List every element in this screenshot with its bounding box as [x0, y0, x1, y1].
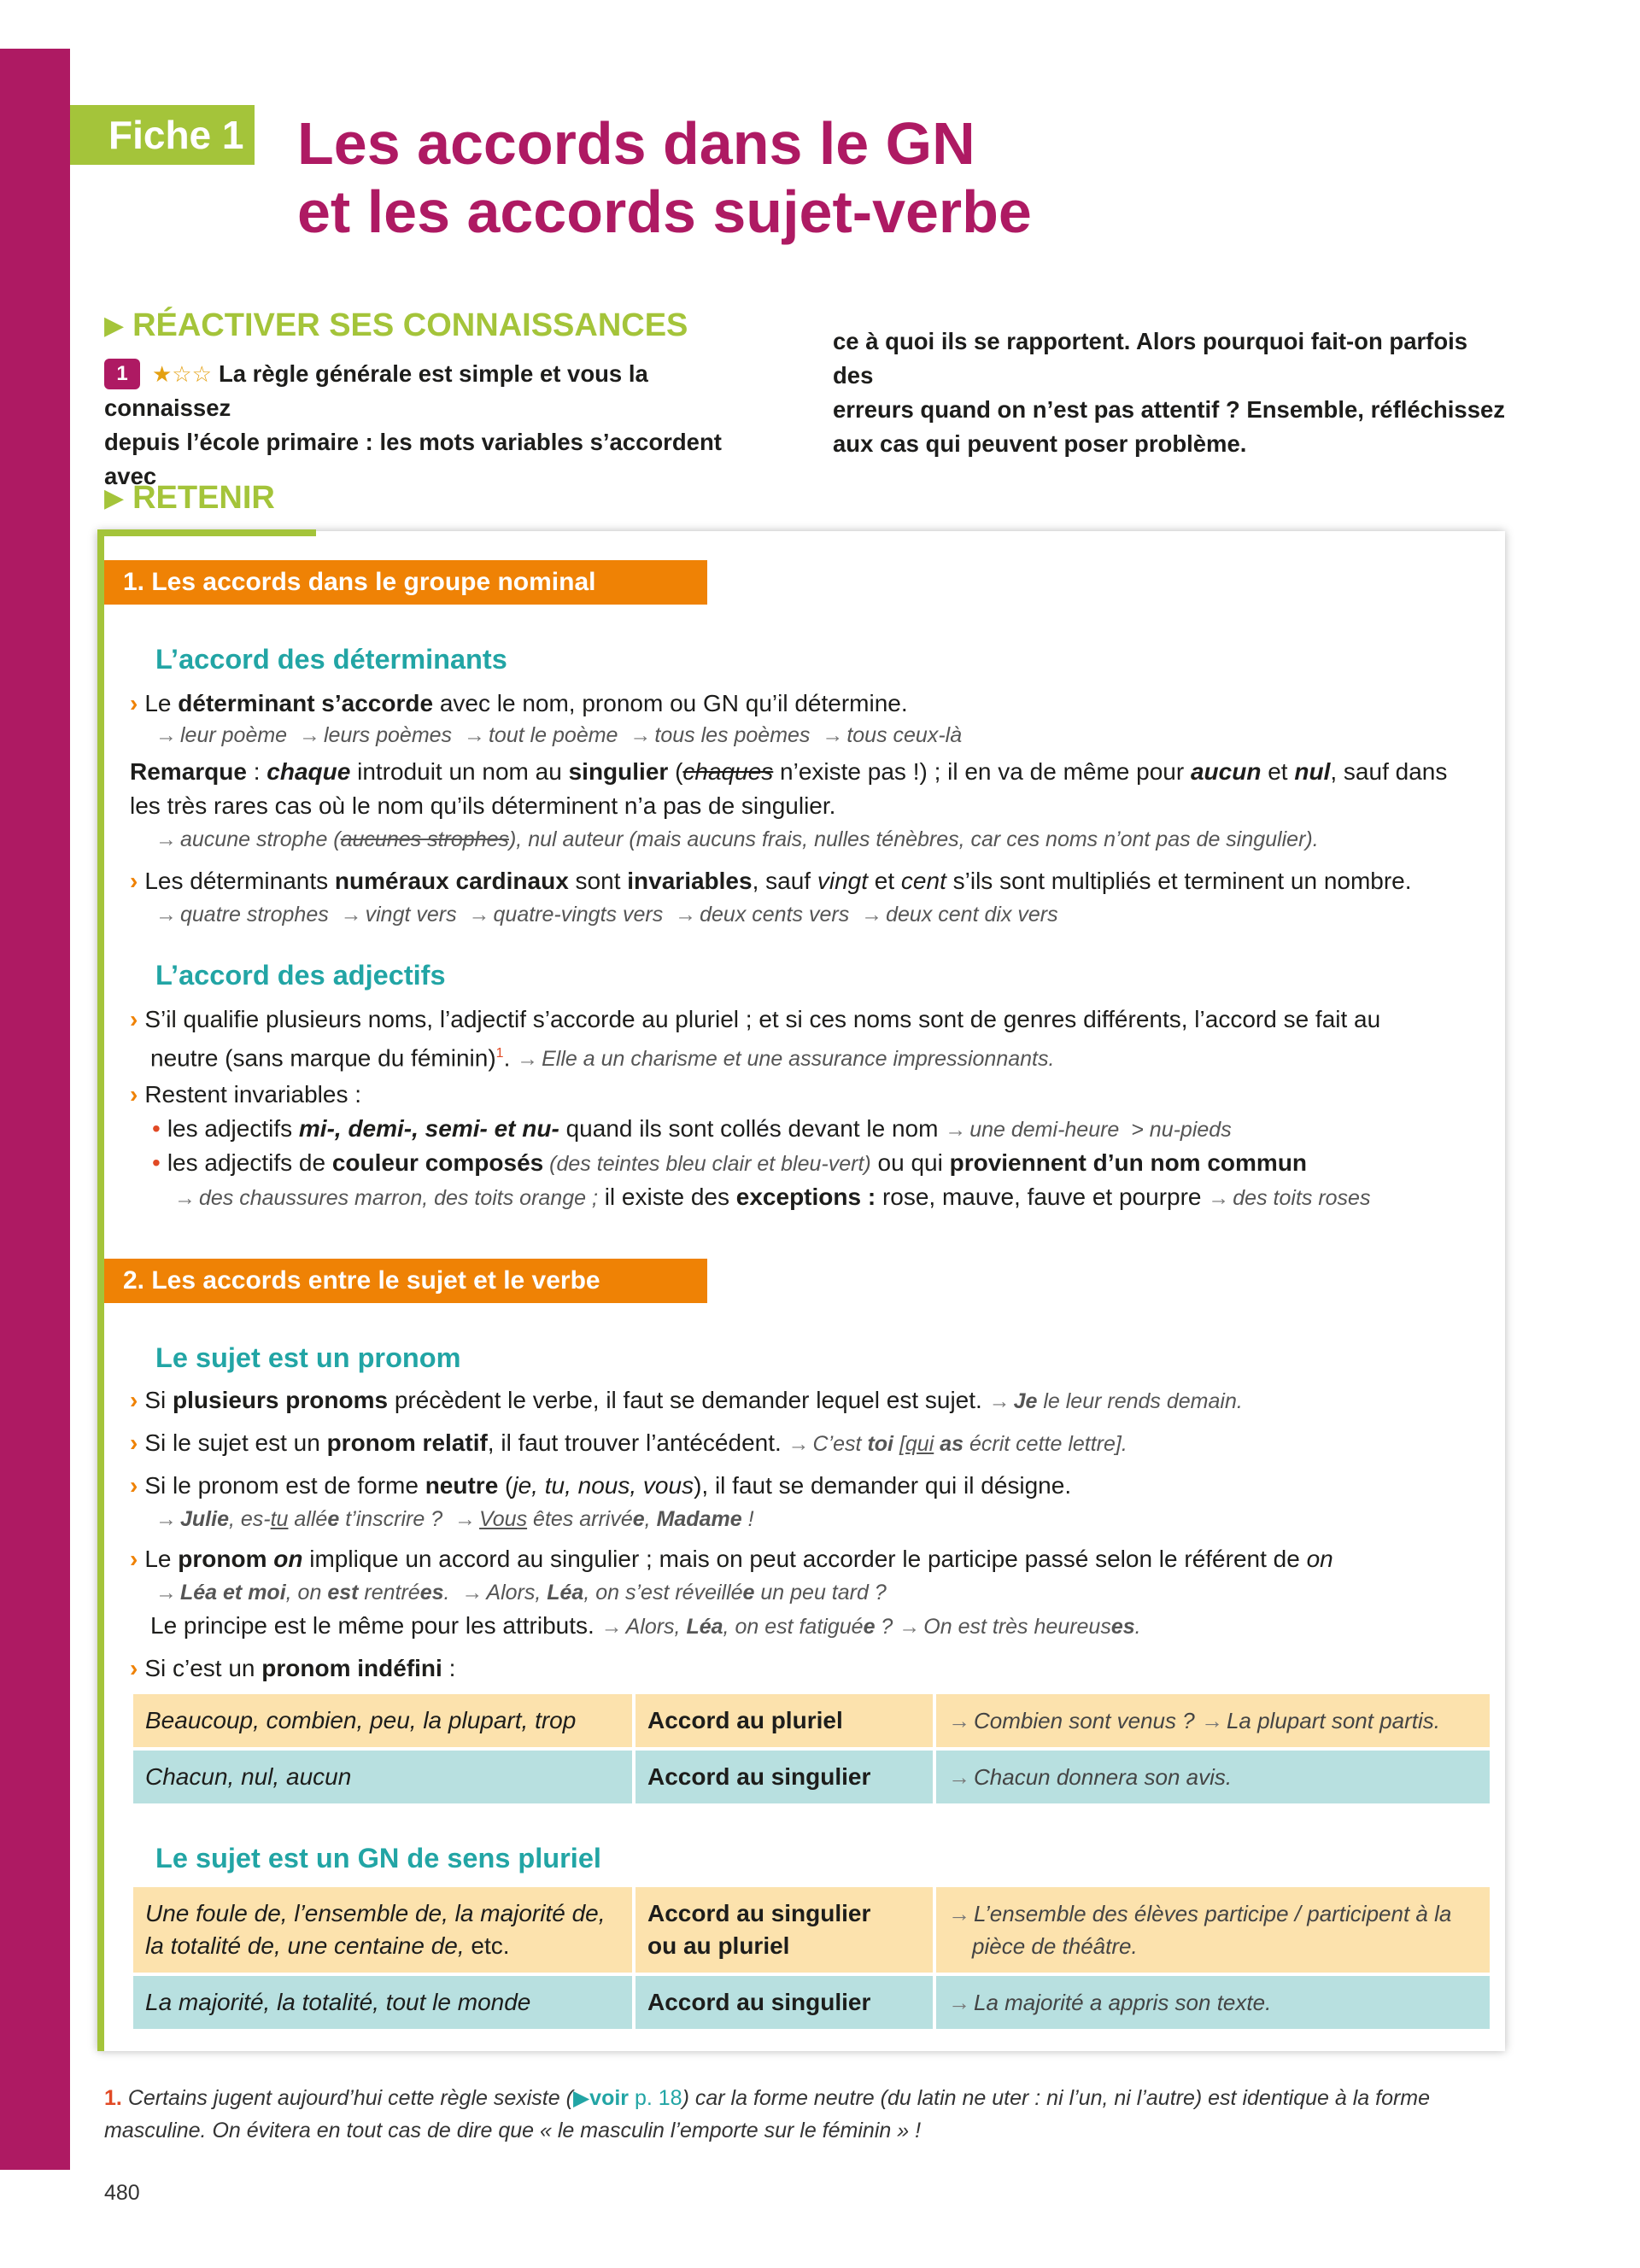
play-triangle-icon: ▶: [572, 2086, 590, 2110]
invariables-item-3: → des chaussures marron, des toits orange ; il existe des exceptions : rose, mauve, fauve et pourpre → des toits roses: [174, 1184, 1371, 1210]
arrow-icon: →: [948, 1764, 970, 1790]
pronom-rule-3-examples: → Julie, es-tu allée t’inscrire ? → Vous êtes arrivée, Madame !: [155, 1507, 754, 1531]
pronom-rule-1: › Si plusieurs pronoms précèdent le verbe, il faut se demander lequel est sujet. → Je le leur rends demain.: [130, 1387, 1243, 1413]
remarque: Remarque : chaque introduit un nom au singulier (chaques n’existe pas !) ; il en va de même pour aucun et nul, sauf dans les très rares cas où le nom qu’ils déterminent n’a pas de singulier.: [130, 758, 1448, 819]
pronom-rule-2: › Si le sujet est un pronom relatif, il faut trouver l’antécédent. → C’est toi [qui as écrit cette lettre].: [130, 1429, 1128, 1456]
pronom-rule-4-attributs: Le principe est le même pour les attributs. → Alors, Léa, on est fatiguée ? → On est très heureuses.: [150, 1612, 1141, 1639]
bullet-dot-icon: •: [152, 1115, 161, 1142]
gn-pluriel-table: [130, 1884, 1493, 2032]
invariables-item-1: • les adjectifs mi-, demi-, semi- et nu- quand ils sont collés devant le nom → une demi-heure > nu-pieds: [152, 1115, 1232, 1142]
arrow-icon: →: [899, 1615, 921, 1639]
arrow-icon: →: [463, 723, 485, 747]
table-cell: Accord au singulier ou au pluriel: [636, 1887, 933, 1973]
difficulty-stars-icon: ★☆☆: [152, 361, 212, 387]
bullet-dot-icon: •: [152, 1149, 161, 1176]
invariables-item-2: • les adjectifs de couleur composés (des teintes bleu clair et bleu-vert) ou qui proviennent d’un nom commun: [152, 1149, 1308, 1176]
table-cell: Beaucoup, combien, peu, la plupart, trop: [133, 1694, 632, 1747]
col2-line1: ce à quoi ils se rapportent. Alors pourquoi fait-on parfois des: [833, 328, 1468, 389]
pronom-title: Le sujet est un pronom: [155, 1342, 461, 1373]
arrow-icon: →: [155, 1581, 177, 1605]
arrow-icon: →: [155, 827, 177, 851]
arrow-icon: →: [340, 903, 362, 926]
footnote: 1. Certains jugent aujourd’hui cette règle sexiste (▶voir p. 18) car la forme neutre (du latin ne uter : ni l’un, ni l’autre) est identique à la forme masculine. On évitera en tout cas de dire que « le masculin l’emporte sur le féminin » !: [104, 2086, 1431, 2142]
chevron-right-icon: ›: [130, 1387, 138, 1413]
arrow-icon: →: [948, 1901, 970, 1926]
det-title: L’accord des déterminants: [155, 644, 507, 675]
chevron-right-icon: ›: [130, 1429, 138, 1456]
arrow-icon: →: [988, 1389, 1010, 1413]
chevron-right-icon: ›: [130, 1081, 138, 1108]
box-accent-top: [97, 529, 316, 536]
retenir-heading-text: RETENIR: [132, 480, 275, 516]
invariables-title: › Restent invariables :: [130, 1081, 362, 1108]
arrow-icon: →: [675, 903, 697, 926]
play-triangle-icon: ▶: [104, 484, 125, 512]
table-cell: → La majorité a appris son texte.: [936, 1976, 1490, 2029]
page-ref-link[interactable]: p. 18: [629, 2086, 682, 2110]
arrow-icon: →: [454, 1507, 477, 1531]
table-cell: Accord au pluriel: [636, 1694, 933, 1747]
arrow-icon: →: [517, 1047, 539, 1072]
page-number: 480: [104, 2181, 140, 2205]
arrow-icon: →: [174, 1186, 196, 1210]
col1-line2: depuis l’école primaire : les mots variables s’accordent avec: [104, 429, 722, 489]
retenir-heading: [104, 478, 275, 518]
adj-title: L’accord des adjectifs: [155, 960, 446, 991]
fiche-label: Fiche 1: [70, 105, 255, 165]
arrow-icon: →: [948, 1990, 970, 2015]
chevron-right-icon: ›: [130, 690, 138, 716]
numeraux-rule: › Les déterminants numéraux cardinaux sont invariables, sauf vingt et cent s’ils sont multipliés et terminent un nombre.: [130, 868, 1412, 894]
table-cell: → Chacun donnera son avis.: [936, 1751, 1490, 1803]
arrow-icon: →: [155, 1507, 177, 1531]
table-cell: Accord au singulier: [636, 1751, 933, 1803]
col1-line1: La règle générale est simple et vous la connaissez: [104, 360, 648, 421]
arrow-icon: →: [468, 903, 490, 926]
pronom-rule-4: › Le pronom on implique un accord au singulier ; mais on peut accorder le participe passé selon le référent de on: [130, 1546, 1333, 1572]
pronom-rule-5: › Si c’est un pronom indéfini :: [130, 1655, 456, 1681]
table-cell: Accord au singulier: [636, 1976, 933, 2029]
table-row: [133, 1694, 1490, 1747]
det-rule: › Le déterminant s’accorde avec le nom, pronom ou GN qu’il détermine.: [130, 690, 908, 716]
arrow-icon: →: [461, 1581, 483, 1605]
exercise-number-badge: 1: [104, 359, 140, 389]
box-accent-left: [97, 531, 104, 2051]
table-row: [133, 1887, 1490, 1973]
play-triangle-icon: ▶: [104, 312, 125, 340]
col2-line3: aux cas qui peuvent poser problème.: [833, 430, 1247, 457]
section2-band: 2. Les accords entre le sujet et le verbe: [104, 1259, 707, 1303]
sidebar-band: [0, 49, 70, 2170]
page-title: [297, 109, 1032, 246]
reactiver-col2: [833, 324, 1508, 461]
table-row: [133, 1976, 1490, 2029]
numeraux-examples: → quatre strophes → vingt vers → quatre-vingts vers → deux cents vers → deux cent dix vers: [155, 903, 1058, 926]
arrow-icon: →: [945, 1118, 967, 1142]
chevron-right-icon: ›: [130, 1655, 138, 1681]
chevron-right-icon: ›: [130, 868, 138, 894]
pronom-rule-4-examples: → Léa et moi, on est rentrées. → Alors, Léa, on s’est réveillée un peu tard ?: [155, 1581, 887, 1605]
pronom-rule-3: › Si le pronom est de forme neutre (je, tu, nous, vous), il faut se demander qui il désigne.: [130, 1472, 1072, 1499]
arrow-icon: →: [1200, 1708, 1223, 1733]
arrow-icon: →: [1208, 1186, 1230, 1210]
table-cell: La majorité, la totalité, tout le monde: [133, 1976, 632, 2029]
arrow-icon: →: [822, 723, 844, 747]
footnote-ref: 1: [495, 1046, 504, 1061]
pronom-indefini-table: [130, 1691, 1493, 1807]
table-cell: Une foule de, l’ensemble de, la majorité de, la totalité de, une centaine de, etc.: [133, 1887, 632, 1973]
arrow-icon: →: [948, 1708, 970, 1733]
col2-line2: erreurs quand on n’est pas attentif ? Ensemble, réfléchissez: [833, 396, 1506, 423]
arrow-icon: →: [788, 1432, 810, 1456]
table-cell: → Combien sont venus ? → La plupart sont partis.: [936, 1694, 1490, 1747]
chevron-right-icon: ›: [130, 1006, 138, 1032]
gn-title: Le sujet est un GN de sens pluriel: [155, 1843, 601, 1873]
voir-link[interactable]: voir: [589, 2086, 630, 2110]
reactiver-col1: [104, 357, 779, 494]
arrow-icon: →: [155, 903, 177, 926]
arrow-icon: →: [155, 723, 177, 747]
arrow-icon: →: [298, 723, 320, 747]
reactiver-heading-text: RÉACTIVER SES CONNAISSANCES: [132, 307, 688, 343]
arrow-icon: →: [600, 1615, 623, 1639]
table-cell: Chacun, nul, aucun: [133, 1751, 632, 1803]
chevron-right-icon: ›: [130, 1546, 138, 1572]
det-examples: → leur poème → leurs poèmes → tout le poème → tous les poèmes → tous ceux-là: [155, 723, 963, 747]
table-cell: → L’ensemble des élèves participe / participent à la pièce de théâtre.: [936, 1887, 1490, 1973]
title-line-2: et les accords sujet-verbe: [297, 178, 1032, 245]
adj-rule: › S’il qualifie plusieurs noms, l’adjectif s’accorde au pluriel ; et si ces noms sont de genres différents, l’accord se fait au neutre (sans marque du féminin)$^1$. → Elle a un charisme et une assurance impressionnants.: [130, 1006, 1381, 1072]
arrow-icon: →: [861, 903, 883, 926]
chevron-right-icon: ›: [130, 1472, 138, 1499]
reactiver-heading: [104, 306, 688, 346]
title-line-1: Les accords dans le GN: [297, 110, 975, 177]
section1-band: 1. Les accords dans le groupe nominal: [104, 560, 707, 605]
remarque-example: → aucune strophe (aucunes strophes), nul auteur (mais aucuns frais, nulles ténèbres, car ces noms n’ont pas de singulier).: [155, 827, 1319, 851]
table-row: [133, 1751, 1490, 1803]
arrow-icon: →: [630, 723, 652, 747]
